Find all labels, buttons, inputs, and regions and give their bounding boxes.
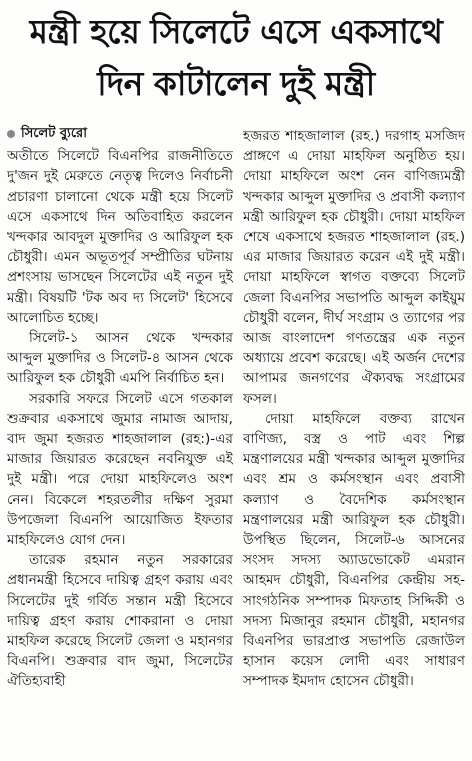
paragraph: তারেক রহমান নতুন সরকারের প্রধানমন্ত্রী হিসেবে দায়িত্ব গ্রহণ করায় এবং সিলেটের দুই গর্বিত সন্তান মন্ত্রী হিসেবে দায়িত্ব গ্রহণ করায় শোকরানা ও দোয়া মাহফিল করেছে সিলেট জেলা ও মহানগর বিএনপি। শুক্রবার বাদ জুমা, সিলেটের ঐতিহ্যবাহী (7, 552, 233, 690)
paragraph: সিলেট-১ আসন থেকে খন্দকার আব্দুল মুক্তাদির ও সিলেট-৪ আসন থেকে আরিফুল হক চৌধুরী এমপি নির্বাচিত হন। (7, 330, 233, 387)
paragraph: হজরত শাহজালাল (রহ.) দরগাহ মসজিদ প্রাঙ্গণে এ দোয়া মাহফিল অনুষ্ঠিত হয়। দোয়া মাহফিলে অংশ নেন বাণিজ্যমন্ত্রী খন্দকার আব্দুল মুক্তাদির ও প্রবাসী কল্যাণ মন্ত্রী আরিফুল হক চৌধুরী। দোয়া মাহফিল শেষে একসাথে হজরত শাহজালাল (রহ.) এর মাজার জিয়ারত করেন এই দুই মন্ত্রী। দোয়া মাহফিলে স্বাগত বক্তব্যে সিলেট জেলা বিএনপির সভাপতি আব্দুল কাইয়ুম চৌধুরী বলেন, দীর্ঘ সংগ্রাম ও ত্যাগের পর আজ বাংলাদেশ গণতন্ত্রের এক নতুন অধ্যায়ে প্রবেশ করেছে। এই অর্জন দেশের আপামর জনগণের ঐক্যবদ্ধ সংগ্রামের ফসল। (243, 128, 465, 407)
headline-line-1: মন্ত্রী হয়ে সিলেটে এসে একসাথে (29, 12, 443, 51)
headline-line-2: দিন কাটালেন দুই মন্ত্রী (97, 64, 375, 103)
bullet-icon (7, 130, 15, 138)
headline (6, 6, 466, 110)
article-column-right (243, 126, 465, 755)
byline-text: সিলেট ব্যুরো (21, 126, 87, 141)
byline (7, 124, 233, 144)
paragraph: অতীতে সিলেটে বিএনপির রাজনীতিতে দু'জন দুই মেরুতে নেতৃত্ব দিলেও নির্বাচনী প্রচারণা চালানো থেকে মন্ত্রী হয়ে সিলেট এসে একসাথে দিন অতিবাহিত করলেন খন্দকার আবদুল মুক্তাদির ও আরিফুল হক চৌধুরী। এমন অভূতপূর্ব সম্প্রীতির ঘটনায় প্রশংসায় ভাসছেন সিলেটের এই নতুন দুই মন্ত্রী। বিষয়টি 'টক অব দ্য সিলেট' হিসেবে আলোচিত হচ্ছে। (7, 148, 233, 326)
paragraph: দোয়া মাহফিলে বক্তব্য রাখেন বাণিজ্য, বস্ত্র ও পাট এবং শিল্প মন্ত্রণালয়ের মন্ত্রী খন্দকার আব্দুল মুক্তাদির এবং শ্রম ও কর্মসংস্থান এবং প্রবাসী কল্যাণ ও বৈদেশিক কর্মসংস্থান মন্ত্রণালয়ের মন্ত্রী আরিফুল হক চৌধুরী। উপস্থিত ছিলেন, সিলেট-৬ আসনের সংসদ সদস্য অ্যাডভোকেট এমরান আহমদ চৌধুরী, বিএনপির কেন্দ্রীয় সহ-সাংগঠনিক সম্পাদক মিফতাহ সিদ্দিকী ও সদস্য মিজানুর রহমান চৌধুরী, মহানগর বিএনপির ভারপ্রাপ্ত সভাপতি রেজাউল হাসান কয়েস লোদী এবং সাধারণ সম্পাদক ইমদাদ হোসেন চৌধুরী। (243, 410, 465, 690)
article-column-left (7, 124, 233, 755)
paragraph: সরকারি সফরে সিলেট এসে গতকাল শুক্রবার একসাথে জুমার নামাজ আদায়, বাদ জুমা হজরত শাহজালাল (রহ:)-এর মাজার জিয়ারত করেছেন নবনিযুক্ত এই দুই মন্ত্রী। পরে দোয়া মাহফিলেও অংশ নেন। বিকেলে শহরতলীর দক্ষিণ সুরমা উপজেলা বিএনপি আয়োজিত ইফতার মাহফিলেও যোগ দেন। (7, 390, 233, 549)
